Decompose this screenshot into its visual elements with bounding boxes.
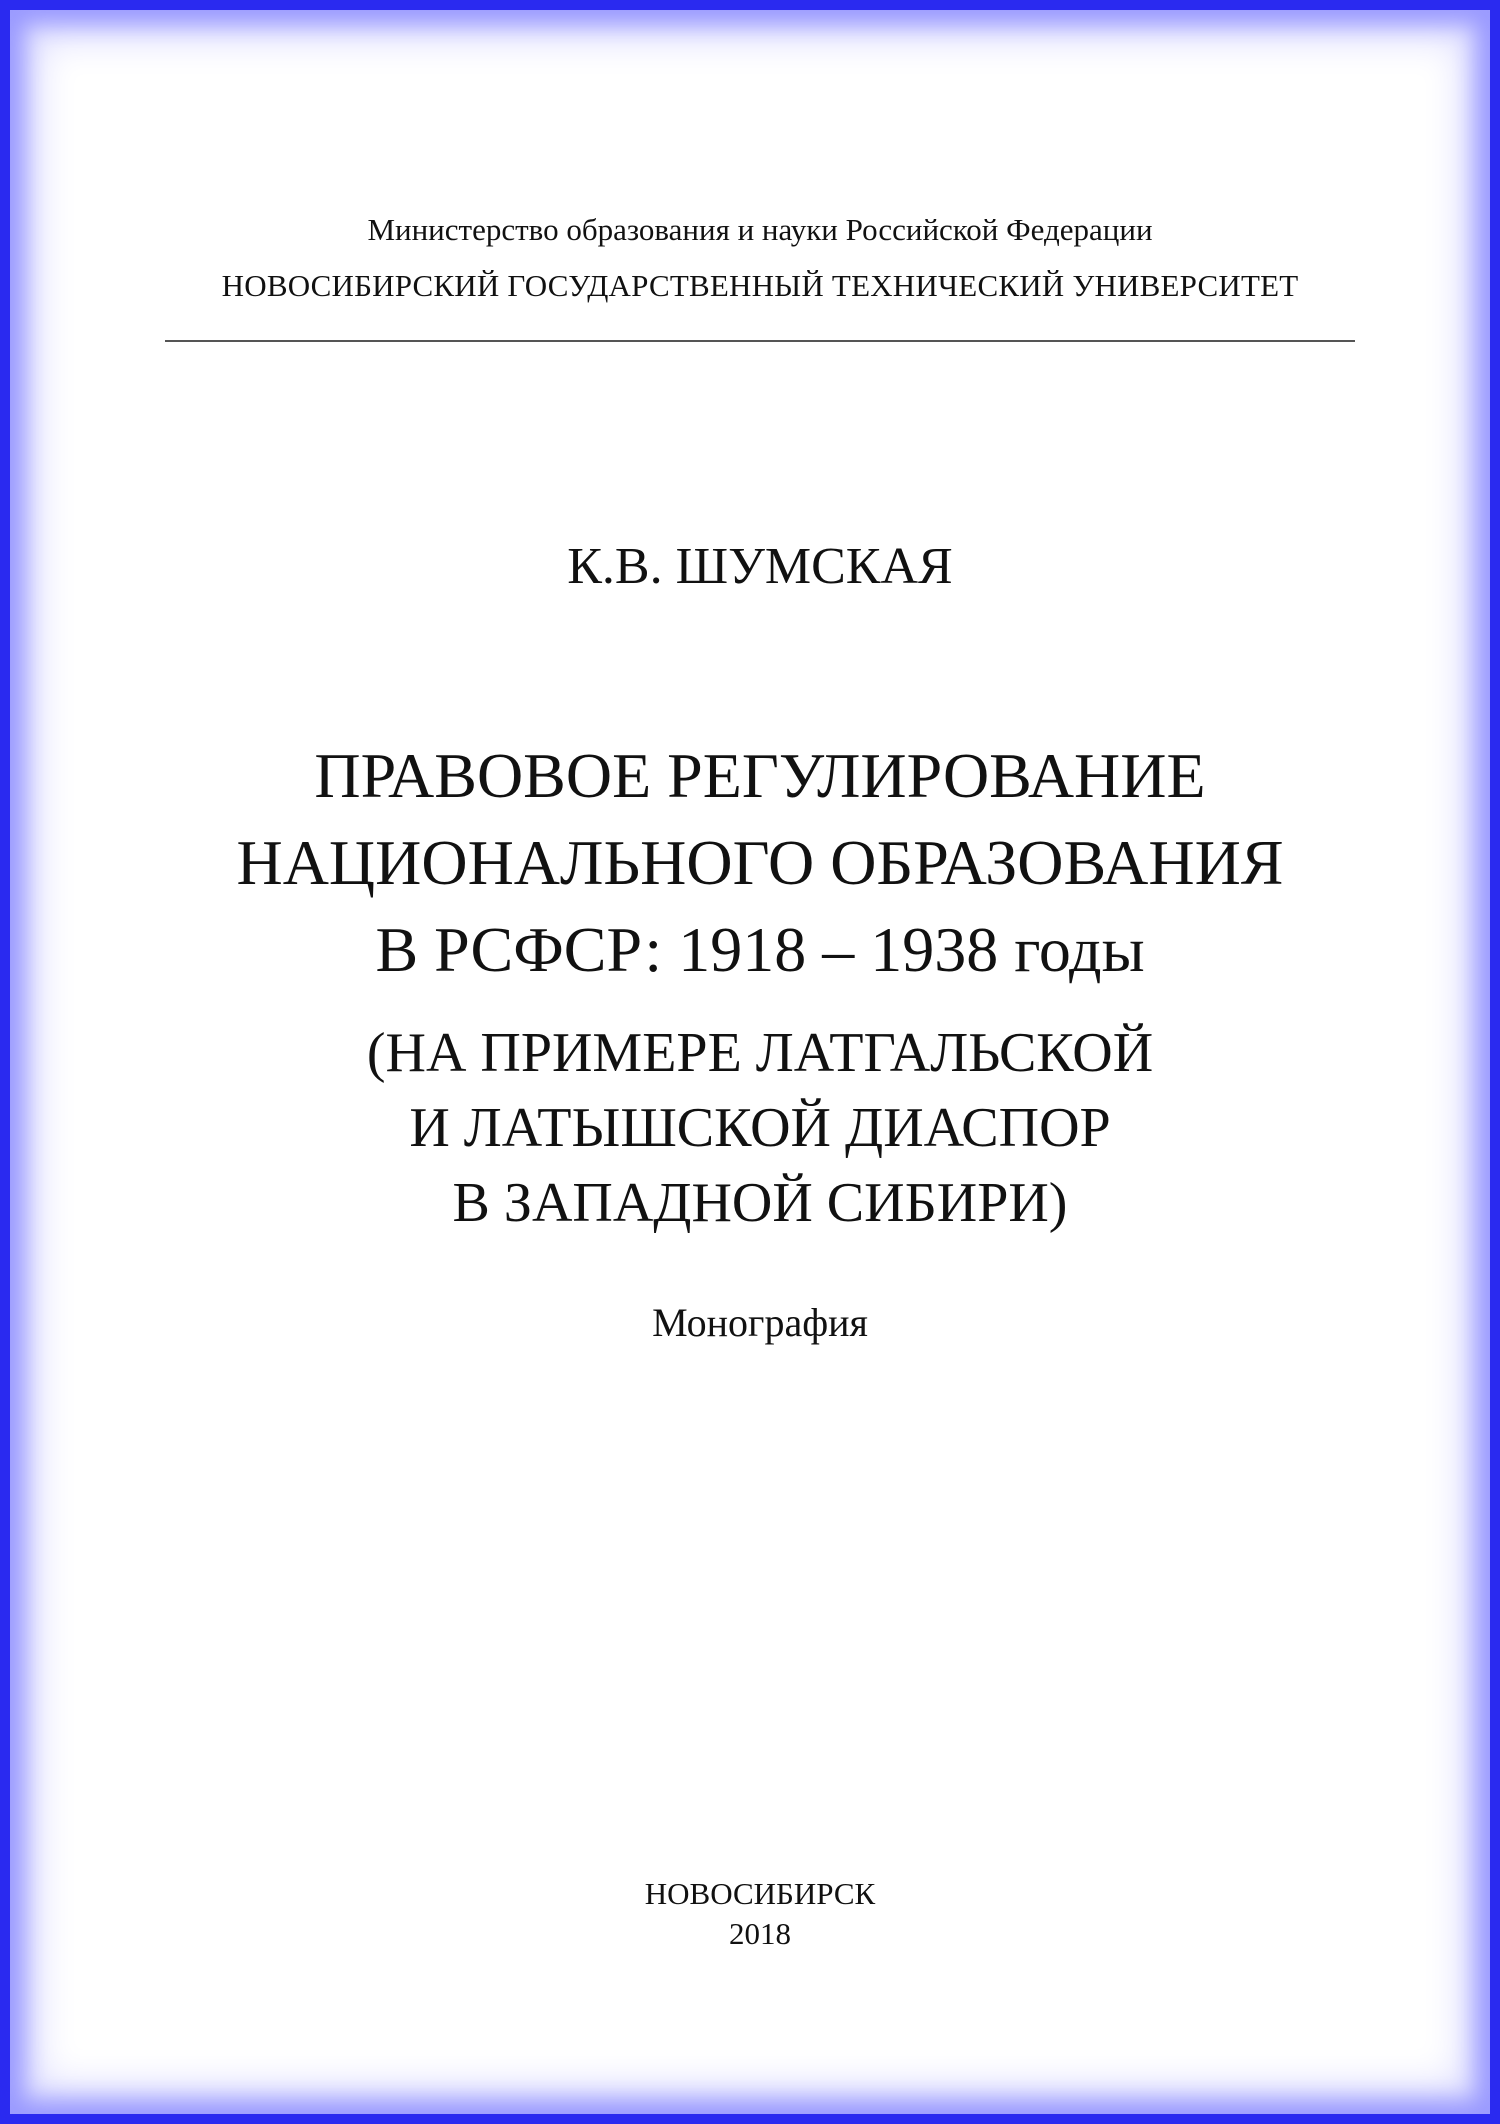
title-line: В РСФСР: 1918 – 1938 годы [375, 914, 1145, 985]
title-line: НАЦИОНАЛЬНОГО ОБРАЗОВАНИЯ [236, 827, 1284, 898]
header-divider [165, 340, 1355, 342]
title-line: ПРАВОВОЕ РЕГУЛИРОВАНИЕ [314, 740, 1206, 811]
university-name: НОВОСИБИРСКИЙ ГОСУДАРСТВЕННЫЙ ТЕХНИЧЕСКИЙ УНИВЕРСИТЕТ [221, 268, 1299, 303]
subtitle-line: В ЗАПАДНОЙ СИБИРИ) [452, 1172, 1068, 1234]
ministry-name: Министерство образования и науки Российской Федерации [367, 212, 1153, 247]
publication-genre: Монография [652, 1300, 868, 1345]
book-title [10, 732, 1500, 993]
book-subtitle [10, 1016, 1500, 1241]
subtitle-line: И ЛАТЫШСКОЙ ДИАСПОР [409, 1097, 1111, 1159]
publication-year: 2018 [729, 1916, 791, 1951]
subtitle-line: (НА ПРИМЕРЕ ЛАТГАЛЬСКОЙ [366, 1022, 1154, 1084]
publication-city: НОВОСИБИРСК [644, 1876, 876, 1911]
author-name: К.В. ШУМСКАЯ [567, 538, 953, 595]
